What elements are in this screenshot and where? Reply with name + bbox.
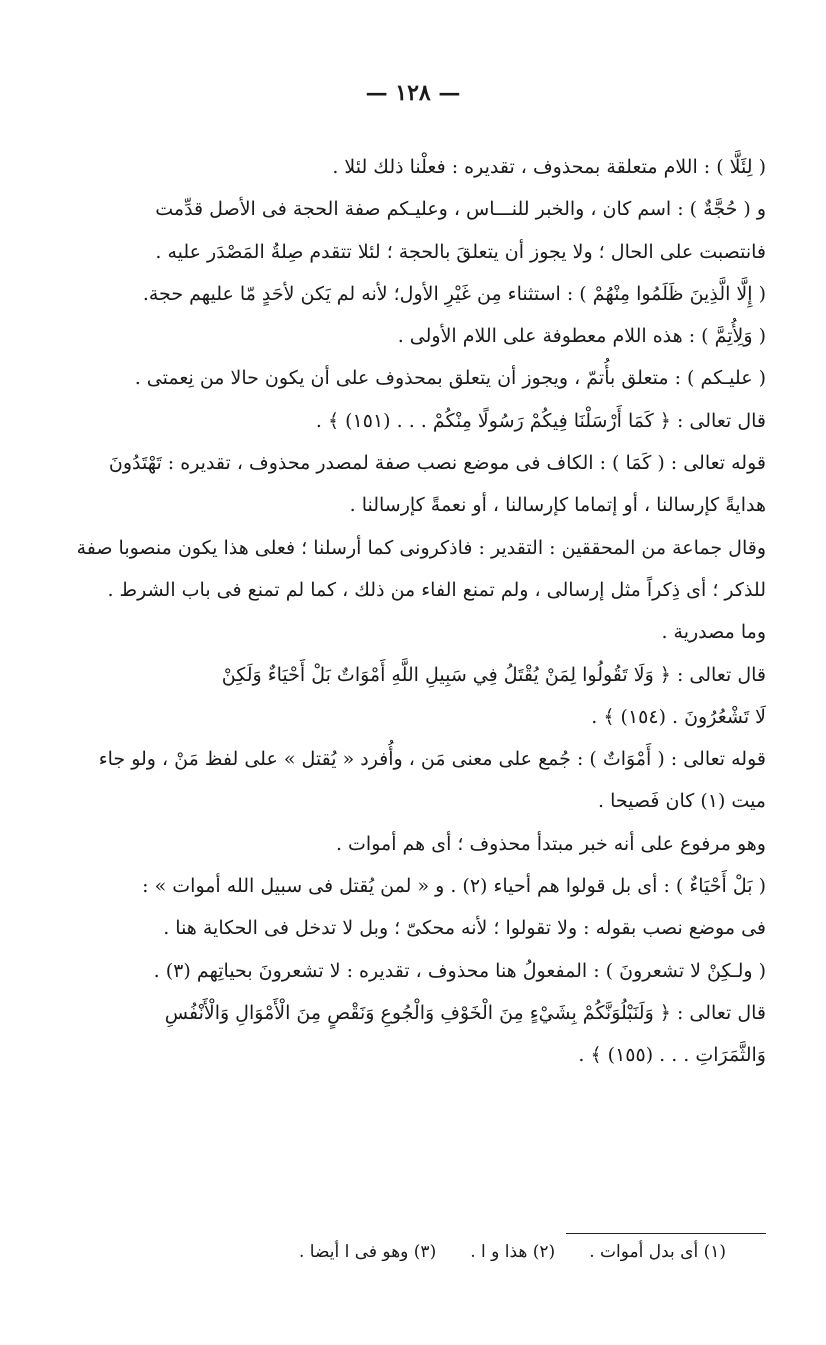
text-line-5: ( وَلِأُتِمَّ ) : هذه اللام معطوفة على اللام الأولى . <box>397 325 766 348</box>
body-text <box>28 146 766 1077</box>
text-line-11: للذكر ؛ أى ذِكراً مثل إرسالى ، ولم تمنع الفاء من ذلك ، كما لم تمنع فى باب الشرط . <box>107 578 766 601</box>
text-line-10: وقال جماعة من المحققين : التقدير : فاذكرونى كما أرسلنا ؛ فعلى هذا يكون منصوبا صفة <box>76 536 766 559</box>
text-line-3: فانتصبت على الحال ؛ ولا يجوز أن يتعلقَ بالحجة ؛ لئلا تتقدم صِلةُ المَصْدَر عليه . <box>155 240 766 263</box>
text-line-8: قوله تعالى : ( كَمَا ) : الكاف فى موضع نصب صفة لمصدر محذوف ، تقديره : تَهْتَدُونَ <box>108 452 766 475</box>
footnote-2: (٢) هذا و ا . <box>470 1242 556 1262</box>
footnote-divider <box>566 1233 766 1234</box>
page-number: — ١٢٨ — <box>365 80 461 106</box>
footnote-3: (٣) وهو فى ا أيضا . <box>299 1242 437 1262</box>
text-line-9: هدايةً كإرسالنا ، أو إتماما كإرسالنا ، أو نعمةً كإرسالنا . <box>349 494 766 517</box>
text-line-18: ( بَلْ أَحْيَاءٌ ) : أى بل قولوا هم أحياء (٢) . و « لمن يُقتل فى سبيل الله أموات » : <box>142 875 766 898</box>
text-line-12: وما مصدرية . <box>661 621 766 644</box>
text-line-15: قوله تعالى : ( أَمْوَاتٌ ) : جُمع على معنى مَن ، وأُفرد « يُقتل » على لفظ مَنْ ، ولو جاء <box>98 748 766 771</box>
text-line-19: فى موضع نصب بقوله : ولا تقولوا ؛ لأنه محكىّ ؛ وبل لا تدخل فى الحكاية هنا . <box>163 917 766 940</box>
text-line-16: ميت (١) كان فَصيحا . <box>598 790 766 813</box>
text-line-22: وَالثَّمَرَاتِ . . . (١٥٥) ﴾ . <box>578 1044 766 1067</box>
text-line-6: ( عليـكم ) : متعلق بأُتمّ ، ويجوز أن يتعلق بمحذوف على أن يكون حالا من نِعمتى . <box>134 367 766 390</box>
text-line-17: وهو مرفوع على أنه خبر مبتدأ محذوف ؛ أى هم أموات . <box>335 832 766 855</box>
text-line-4: ( إِلَّا الَّذِينَ ظَلَمُوا مِنْهُمْ ) : استثناء مِن غَيْرِ الأول؛ لأنه لم يَكن لأحَدٍ مّا عليهم حجة. <box>142 282 766 305</box>
text-line-20: ( ولـكِنْ لا تشعرونَ ) : المفعولُ هنا محذوف ، تقديره : لا تشعرونَ بحياتِهم (٣) . <box>153 959 766 982</box>
text-line-13: قال تعالى : ﴿ وَلَا تَقُولُوا لِمَنْ يُقْتَلُ فِي سَبِيلِ اللَّهِ أَمْوَاتٌ بَلْ أَحْيَاءٌ وَلَكِنْ <box>221 663 766 686</box>
text-line-7: قال تعالى : ﴿ كَمَا أَرْسَلْنَا فِيكُمْ رَسُولًا مِنْكُمْ . . . (١٥١) ﴾ . <box>315 409 766 432</box>
text-line-21: قال تعالى : ﴿ وَلَنَبْلُوَنَّكُمْ بِشَيْءٍ مِنَ الْخَوْفِ وَالْجُوعِ وَنَقْصٍ مِنَ الْأَمْوَالِ وَالْأَنْفُسِ <box>164 1001 766 1024</box>
footnote-1: (١) أى بدل أموات . <box>589 1242 726 1262</box>
text-line-14: لَا تَشْعُرُونَ . (١٥٤) ﴾ . <box>591 705 766 728</box>
text-line-1: ( لِئَلَّا ) : اللام متعلقة بمحذوف ، تقديره : فعلْنا ذلك لئلا . <box>332 156 766 178</box>
text-line-2: و ( حُجَّةٌ ) : اسم كان ، والخبر للنـــاس ، وعليـكم صفة الحجة فى الأصل قدِّمت <box>155 198 766 221</box>
footnotes <box>200 1242 726 1262</box>
